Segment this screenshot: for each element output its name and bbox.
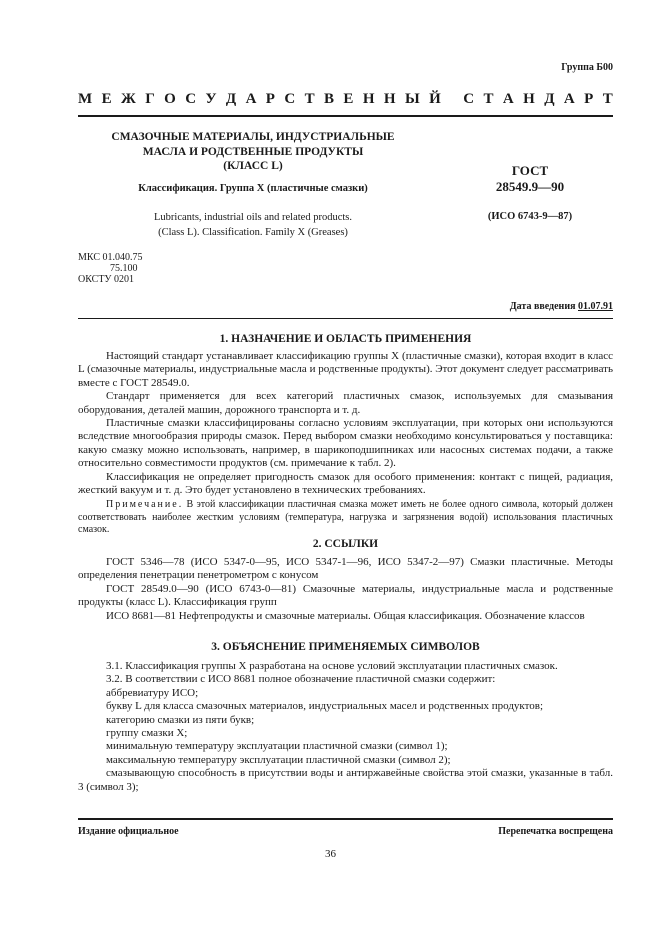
title-line-2: МАСЛА И РОДСТВЕННЫЕ ПРОДУКТЫ [142,145,364,158]
section-1-paragraph: Стандарт применяется для всех категорий пластичных смазок, используемых для смазывания оборудования, деталей машин, дорожного транспорта и т. д. [78,390,613,416]
note-label: Примечание. [106,499,184,511]
gost-number: 28549.9—90 [495,179,565,194]
header-rule [78,115,613,117]
list-item: максимальную температуру эксплуатации пластичной смазки (символ 2); [106,753,451,766]
title-line-1: СМАЗОЧНЫЕ МАТЕРИАЛЫ, ИНДУСТРИАЛЬНЫЕ [111,131,395,143]
section-2-body [78,556,613,623]
list-item: букву L для класса смазочных материалов, индустриальных масел и родственных продуктов; [106,700,544,713]
note-text: В этой классификации пластичная смазка может иметь не более одного символа, который должен соответствовать наиболее жестким условиям (температура, нагрузка и загрязнения водой) использования пластичных смазок. [78,499,613,536]
reference-item: ИСО 8681—81 Нефтепродукты и смазочные материалы. Общая классификация. Обозначение классов [106,609,585,622]
classification-codes [78,252,142,285]
mks-code-1: МКС 01.040.75 [78,252,143,263]
reference-item: ГОСТ 28549.0—90 (ИСО 6743-0—81) Смазочные материалы, индустриальные масла и родственные продукты (класс L). Классификация групп [78,582,613,609]
section-2-heading: 2. ССЫЛКИ [312,538,379,550]
list-item: смазывающую способность в присутствии воды и антиржавейные свойства этой смазки, указанные в табл. 3 (символ 3); [78,767,613,793]
intro-date-value: 01.07.91 [578,301,613,312]
intro-date-label: Дата введения [509,301,576,312]
group-code: Группа Б00 [561,62,613,73]
okstu-code: ОКСТУ 0201 [78,274,135,285]
reprint-prohibited-note: Перепечатка воспрещена [498,826,613,837]
english-title-line-1: Lubricants, industrial oils and related products. [154,212,352,223]
section-3-body [78,660,613,794]
title-line-3: (КЛАСС L) [223,160,283,172]
section-3-paragraph: 3.2. В соответствии с ИСО 8681 полное обозначение пластичной смазки содержит: [106,673,496,686]
page-number: 36 [325,848,336,860]
section-1-body [78,350,613,537]
section-1-note [78,499,613,537]
section-1-paragraph: Пластичные смазки классифицированы согласно условиям эксплуатации, при которых они используются вследствие многообразия природы смазок. Перед выбором смазки необходимо консультироваться у поставщика: какую смазку можно использовать, например, в шарикоподшипниках или насосных системах подачи, а также относительно совместимости продуктов (см. примечание к табл. 2). [78,417,613,470]
section-1-heading: 1. НАЗНАЧЕНИЕ И ОБЛАСТЬ ПРИМЕНЕНИЯ [219,333,472,345]
footer-rule [78,818,613,820]
section-1-paragraph: Настоящий стандарт устанавливает классификацию группы X (пластичные смазки), которая входит в класс L (смазочные материалы, индустриальные масла и родственные продукты). Этот документ следует рассматривать вместе с ГОСТ 28549.0. [78,350,613,389]
list-item: группу смазки X; [106,727,188,740]
reference-item: ГОСТ 5346—78 (ИСО 5347-0—95, ИСО 5347-1—96, ИСО 5347-2—97) Смазки пластичные. Методы определения пенетрации пенетрометром с конусом [78,556,613,582]
document-title [78,130,428,174]
introduction-date [510,301,613,312]
english-title [78,211,428,240]
gost-label: ГОСТ [511,163,549,178]
list-item: минимальную температуру эксплуатации пластичной смазки (символ 1); [106,740,448,753]
mks-code-2: 75.100 [110,263,138,274]
official-edition-note: Издание официальное [78,826,179,837]
section-3-heading: 3. ОБЪЯСНЕНИЕ ПРИМЕНЯЕМЫХ СИМВОЛОВ [211,641,480,653]
section-3-paragraph: 3.1. Классификация группы X разработана на основе условий эксплуатации пластичных смазок. [106,660,558,672]
gost-designation [465,163,595,195]
classification-subtitle: Классификация. Группа X (пластичные смазки) [138,183,368,194]
list-item: аббревиатуру ИСО; [106,686,199,699]
interstate-standard-heading: М Е Ж Г О С У Д А Р С Т В Е Н Н Ы Й С Т А Н Д А Р Т [78,91,613,107]
list-item: категорию смазки из пяти букв; [106,713,255,726]
english-title-line-2: (Class L). Classification. Family X (Greases) [158,226,348,238]
intro-rule [78,318,613,319]
iso-equivalent: (ИСО 6743-9—87) [487,211,573,222]
section-1-paragraph: Классификация не определяет пригодность смазок для особого применения: контакт с пищей, радиация, жесткий вакуум и т. д. Это будет установлено в технических требованиях. [78,470,613,497]
